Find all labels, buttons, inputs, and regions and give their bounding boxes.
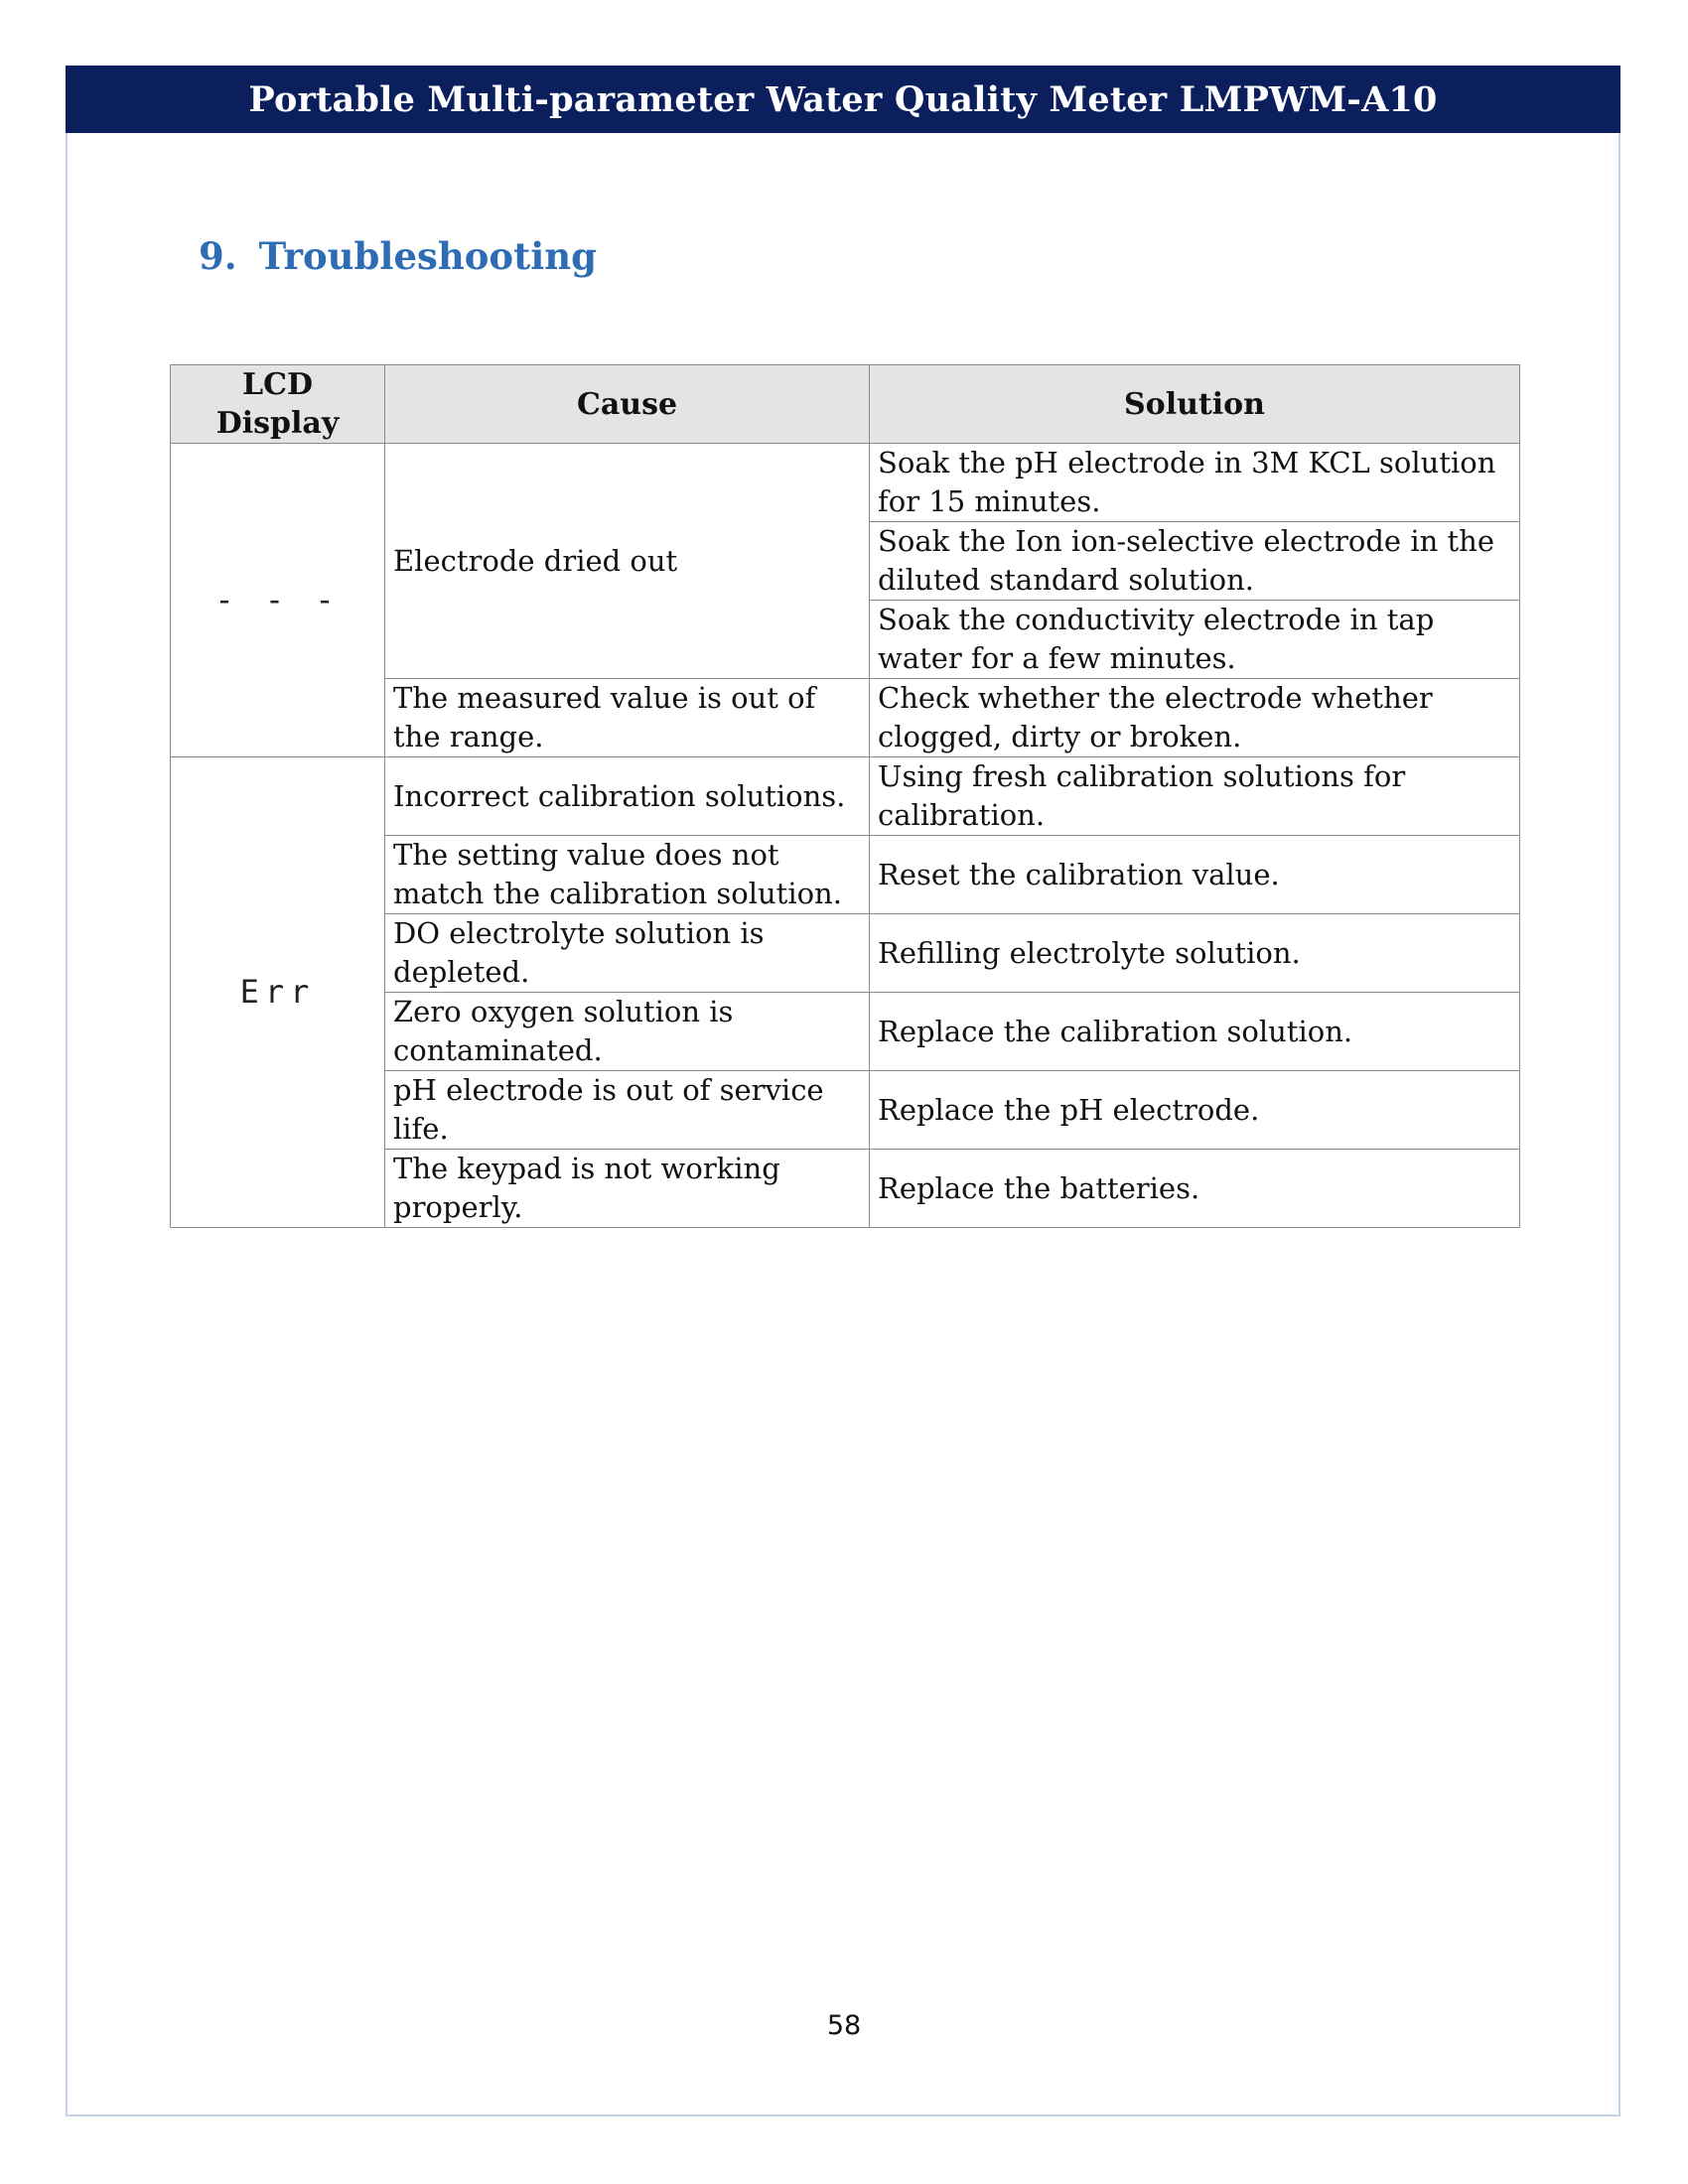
cause-cell: The keypad is not working properly. bbox=[385, 1150, 870, 1228]
lcd-err-glyph: Err bbox=[239, 972, 316, 1011]
table-row bbox=[171, 757, 1520, 836]
solution-cell: Soak the Ion ion-selective electrode in the diluted standard solution. bbox=[870, 522, 1520, 601]
section-title: Troubleshooting bbox=[258, 234, 598, 278]
troubleshooting-table bbox=[170, 364, 1520, 1228]
header-lcd-display: LCD Display bbox=[171, 365, 385, 444]
solution-cell: Soak the pH electrode in 3M KCL solution for 15 minutes. bbox=[870, 444, 1520, 522]
solution-cell: Replace the pH electrode. bbox=[870, 1071, 1520, 1150]
header-solution: Solution bbox=[870, 365, 1520, 444]
table-row bbox=[171, 444, 1520, 522]
solution-cell: Soak the conductivity electrode in tap water for a few minutes. bbox=[870, 601, 1520, 679]
cause-cell: Electrode dried out bbox=[385, 444, 870, 679]
solution-cell: Reset the calibration value. bbox=[870, 836, 1520, 914]
table-header-row bbox=[171, 365, 1520, 444]
document-title: Portable Multi-parameter Water Quality Meter LMPWM-A10 bbox=[248, 78, 1438, 120]
section-number: 9. bbox=[199, 234, 237, 278]
lcd-display-cell bbox=[171, 444, 385, 757]
page-number: 58 bbox=[826, 2010, 862, 2041]
cause-cell: DO electrolyte solution is depleted. bbox=[385, 914, 870, 993]
document-header bbox=[66, 66, 1620, 133]
solution-cell: Replace the batteries. bbox=[870, 1150, 1520, 1228]
section-heading bbox=[199, 234, 597, 278]
solution-cell: Using fresh calibration solutions for calibration. bbox=[870, 757, 1520, 836]
lcd-dashes-glyph: - - - bbox=[214, 580, 341, 618]
cause-cell: The measured value is out of the range. bbox=[385, 679, 870, 757]
cause-cell: Incorrect calibration solutions. bbox=[385, 757, 870, 836]
cause-cell: The setting value does not match the calibration solution. bbox=[385, 836, 870, 914]
cause-cell: Zero oxygen solution is contaminated. bbox=[385, 993, 870, 1071]
cause-cell: pH electrode is out of service life. bbox=[385, 1071, 870, 1150]
solution-cell: Refilling electrolyte solution. bbox=[870, 914, 1520, 993]
solution-cell: Check whether the electrode whether clogged, dirty or broken. bbox=[870, 679, 1520, 757]
lcd-display-cell bbox=[171, 757, 385, 1228]
header-cause: Cause bbox=[385, 365, 870, 444]
solution-cell: Replace the calibration solution. bbox=[870, 993, 1520, 1071]
